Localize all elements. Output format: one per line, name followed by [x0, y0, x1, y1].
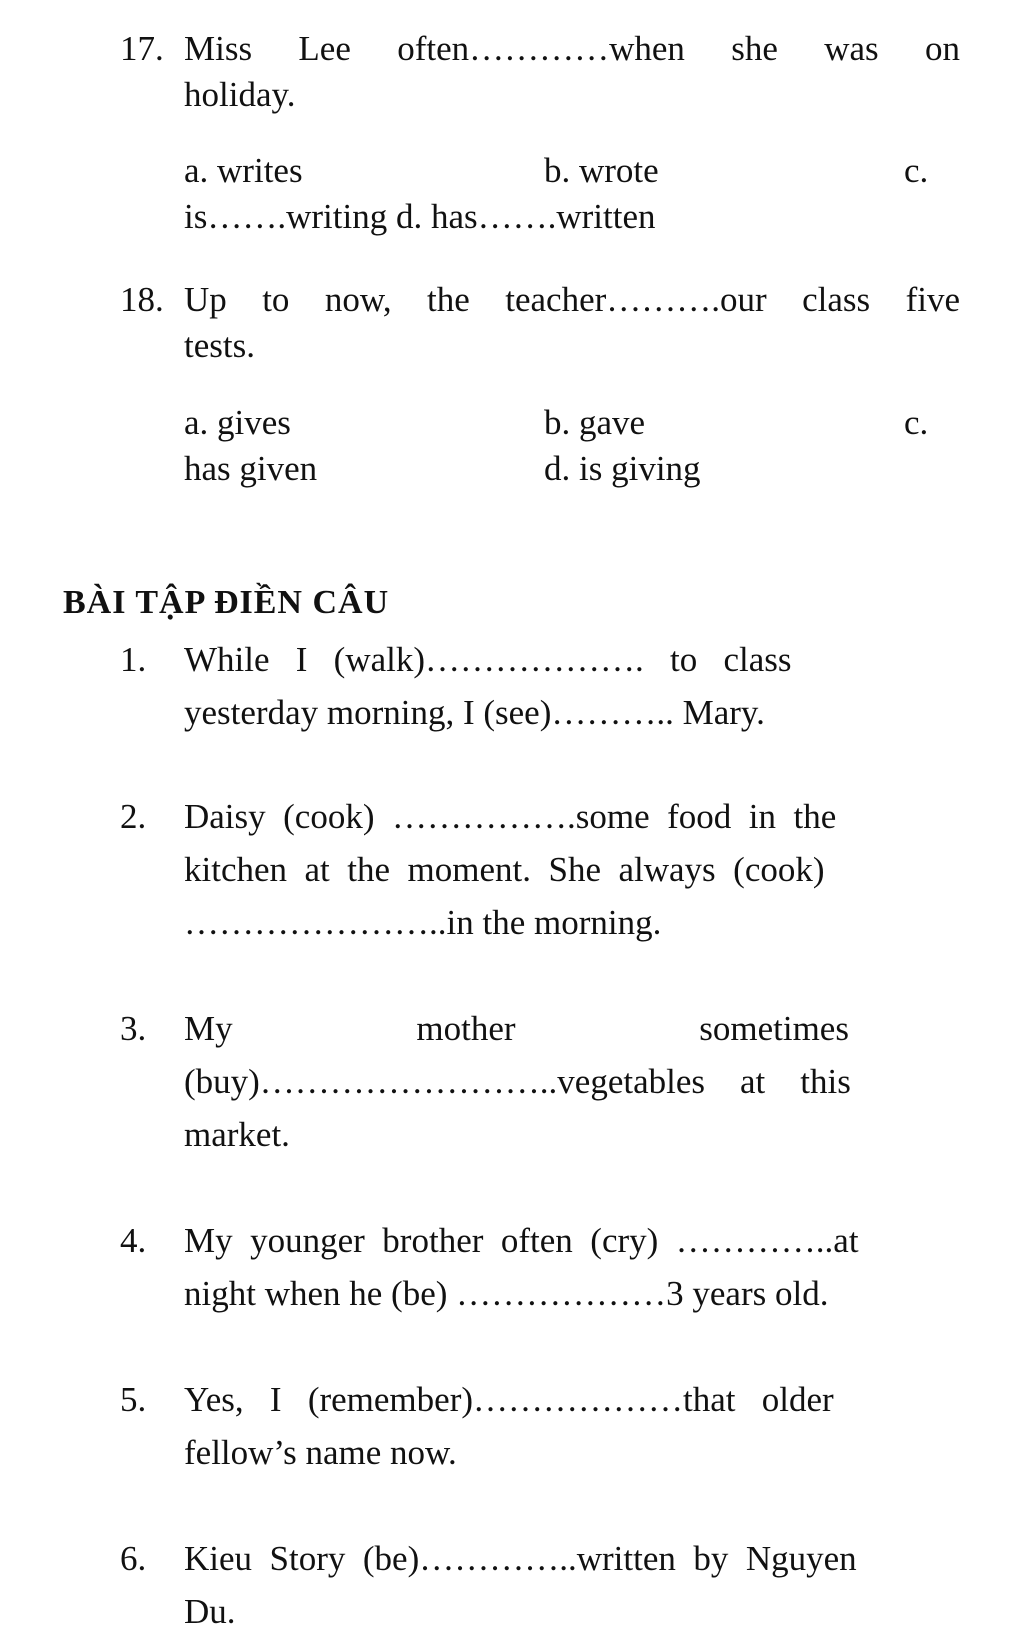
- option-d: d. is giving: [544, 449, 701, 488]
- exercise-number: 5.: [120, 1380, 147, 1419]
- question-17: [120, 26, 960, 118]
- option-a: a. gives: [184, 403, 291, 442]
- exercise-1: [120, 633, 960, 739]
- question-18: [120, 277, 960, 369]
- exercise-4: [120, 1214, 960, 1320]
- exercise-text: [184, 1532, 960, 1638]
- question-line: tests.: [184, 326, 255, 365]
- option-b: b. wrote: [544, 151, 659, 190]
- exercise-line: fellow’s name now.: [184, 1433, 457, 1472]
- exercise-number: 6.: [120, 1539, 147, 1578]
- option-c: c.: [904, 403, 929, 442]
- question-line: holiday.: [184, 75, 296, 114]
- exercise-line: While I (walk)………………. to class: [184, 640, 792, 679]
- question-line: Up to now, the teacher……….our class five: [184, 280, 960, 319]
- option-c: c.: [904, 151, 929, 190]
- exercise-line: night when he (be) ………………3 years old.: [184, 1274, 829, 1313]
- option-c-continued: has given: [184, 449, 318, 488]
- exercise-line: My mother sometimes: [184, 1009, 849, 1048]
- exercise-line: Du.: [184, 1592, 236, 1631]
- exercise-number: 2.: [120, 797, 147, 836]
- question-17-options: [184, 148, 960, 240]
- exercise-line: (buy)……………………..vegetables at this: [184, 1062, 851, 1101]
- option-c-continued: is…….writing d. has…….written: [184, 197, 656, 236]
- exercise-2: [120, 790, 960, 949]
- exercise-text: [184, 633, 960, 739]
- question-18-options: [184, 400, 960, 492]
- exercise-3: [120, 1002, 960, 1161]
- exercise-line: …………………..in the morning.: [184, 903, 662, 942]
- exercise-line: market.: [184, 1115, 290, 1154]
- exercise-line: My younger brother often (cry) …………..at: [184, 1221, 859, 1260]
- option-b: b. gave: [544, 403, 646, 442]
- section-heading: BÀI TẬP ĐIỀN CÂU: [63, 584, 390, 621]
- exercise-text: [184, 790, 960, 949]
- exercise-text: [184, 1002, 960, 1161]
- exercise-line: Daisy (cook) …………….some food in the: [184, 797, 837, 836]
- exercise-line: Kieu Story (be)…………..written by Nguyen: [184, 1539, 857, 1578]
- exercise-line: kitchen at the moment. She always (cook): [184, 850, 825, 889]
- exercise-number: 1.: [120, 640, 147, 679]
- question-line: Miss Lee often…………when she was on: [184, 29, 960, 68]
- exercise-text: [184, 1214, 960, 1320]
- exercise-number: 4.: [120, 1221, 147, 1260]
- question-text: [184, 277, 960, 369]
- question-number: 17.: [120, 29, 164, 68]
- exercise-line: yesterday morning, I (see)……….. Mary.: [184, 693, 765, 732]
- question-text: [184, 26, 960, 118]
- question-number: 18.: [120, 280, 164, 319]
- exercise-6: [120, 1532, 960, 1638]
- exercise-line: Yes, I (remember)………………that older: [184, 1380, 834, 1419]
- exercise-number: 3.: [120, 1009, 147, 1048]
- exercise-5: [120, 1373, 960, 1479]
- exercise-text: [184, 1373, 960, 1479]
- option-a: a. writes: [184, 151, 303, 190]
